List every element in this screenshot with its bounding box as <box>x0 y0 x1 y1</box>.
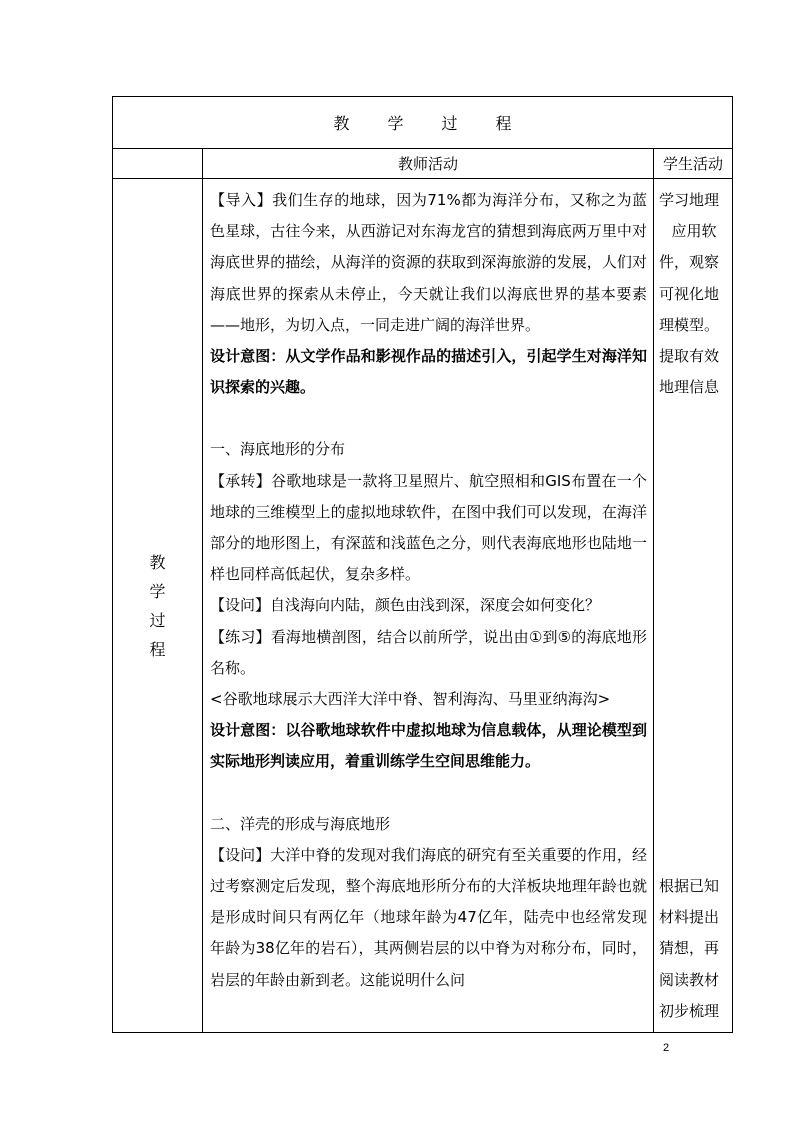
table-title: 教学过程 <box>333 114 550 133</box>
header-empty-cell <box>113 149 203 179</box>
lesson-table <box>112 96 733 1033</box>
page-number: 2 <box>663 1042 670 1054</box>
student-line: 可视化地 <box>659 284 720 303</box>
exercise-paragraph: 【练习】看海地横剖图，结合以前所学，说出由①到⑤的海底地形名称。 <box>210 627 647 677</box>
title-row <box>113 97 733 149</box>
student-activity-block-1 <box>659 185 729 403</box>
side-label-char: 学 <box>149 581 166 601</box>
side-label-cell <box>113 179 203 1033</box>
transition-paragraph: 【承转】谷歌地球是一款将卫星照片、航空照相和GIS布置在一个地球的三维模型上的虚拟地球软件，在图中我们可以发现，在海洋部分的地形图上，有深蓝和浅蓝色之分，则代表海底地形也陆地一样也同样高低起伏，复杂多样。 <box>210 471 647 584</box>
student-line: 件，观察 <box>659 253 720 272</box>
student-line: 材料提出 <box>659 908 720 927</box>
header-student-activity: 学生活动 <box>654 149 733 179</box>
teacher-activity-cell <box>203 179 654 1033</box>
section-heading-1: 一、海底地形的分布 <box>210 440 346 459</box>
design-intent-2: 设计意图：以谷歌地球软件中虚拟地球为信息载体，从理论模型到实际地形判读应用，着重训练学生空间思维能力。 <box>210 721 647 771</box>
blank-line <box>210 403 647 434</box>
side-label <box>113 548 202 664</box>
side-label-char: 过 <box>149 610 166 630</box>
header-teacher-activity: 教师活动 <box>203 149 654 179</box>
student-line: 应用软 <box>671 222 717 241</box>
student-activity-cell <box>654 179 733 1033</box>
header-row <box>113 149 733 179</box>
student-line: 学习地理 <box>659 191 720 209</box>
side-label-char: 教 <box>149 552 166 572</box>
side-label-char: 程 <box>149 639 166 659</box>
intro-paragraph: 【导入】我们生存的地球，因为71%都为海洋分布，又称之为蓝色星球，古往今来，从西游记对东海龙宫的猜想到海底两万里中对海底世界的描绘，从海洋的资源的获取到深海旅游的发展，人们对海底世界的探索从未停止，今天就让我们以海底世界的基本要素——地形，为切入点，一同走进广阔的海洋世界。 <box>210 191 647 334</box>
section-heading-2: 二、洋壳的形成与海底地形 <box>210 814 391 833</box>
student-line: 地理信息 <box>659 378 720 397</box>
student-activity-block-2 <box>659 871 729 1027</box>
student-line: 理模型。 <box>659 315 720 334</box>
question-paragraph-2: 【设问】大洋中脊的发现对我们海底的研究有至关重要的作用，经过考察测定后发现，整个海底地形所分布的大洋板块地理年龄也就是形成时间只有两亿年（地球年龄为47亿年，陆壳中也经常发现年龄为38亿年的岩石），其两侧岩层的以中脊为对称分布，同时，岩层的年龄由新到老。这能说明什么问 <box>210 845 647 989</box>
design-intent-1: 设计意图：从文学作品和影视作品的描述引入，引起学生对海洋知识探索的兴趣。 <box>210 347 647 397</box>
question-paragraph-1: 【设问】自浅海向内陆，颜色由浅到深，深度会如何变化？ <box>210 596 601 615</box>
demo-note: <谷歌地球展示大西洋大洋中脊、智利海沟、马里亚纳海沟> <box>210 690 611 709</box>
blank-line <box>210 778 647 809</box>
student-line: 猜想，再 <box>659 939 720 958</box>
content-row <box>113 179 733 1033</box>
student-line: 根据已知 <box>659 877 720 895</box>
student-line: 提取有效 <box>659 347 720 366</box>
student-line: 阅读教材 <box>659 970 720 989</box>
student-line: 初步梳理 <box>659 1001 720 1020</box>
table-title-cell <box>113 97 733 149</box>
